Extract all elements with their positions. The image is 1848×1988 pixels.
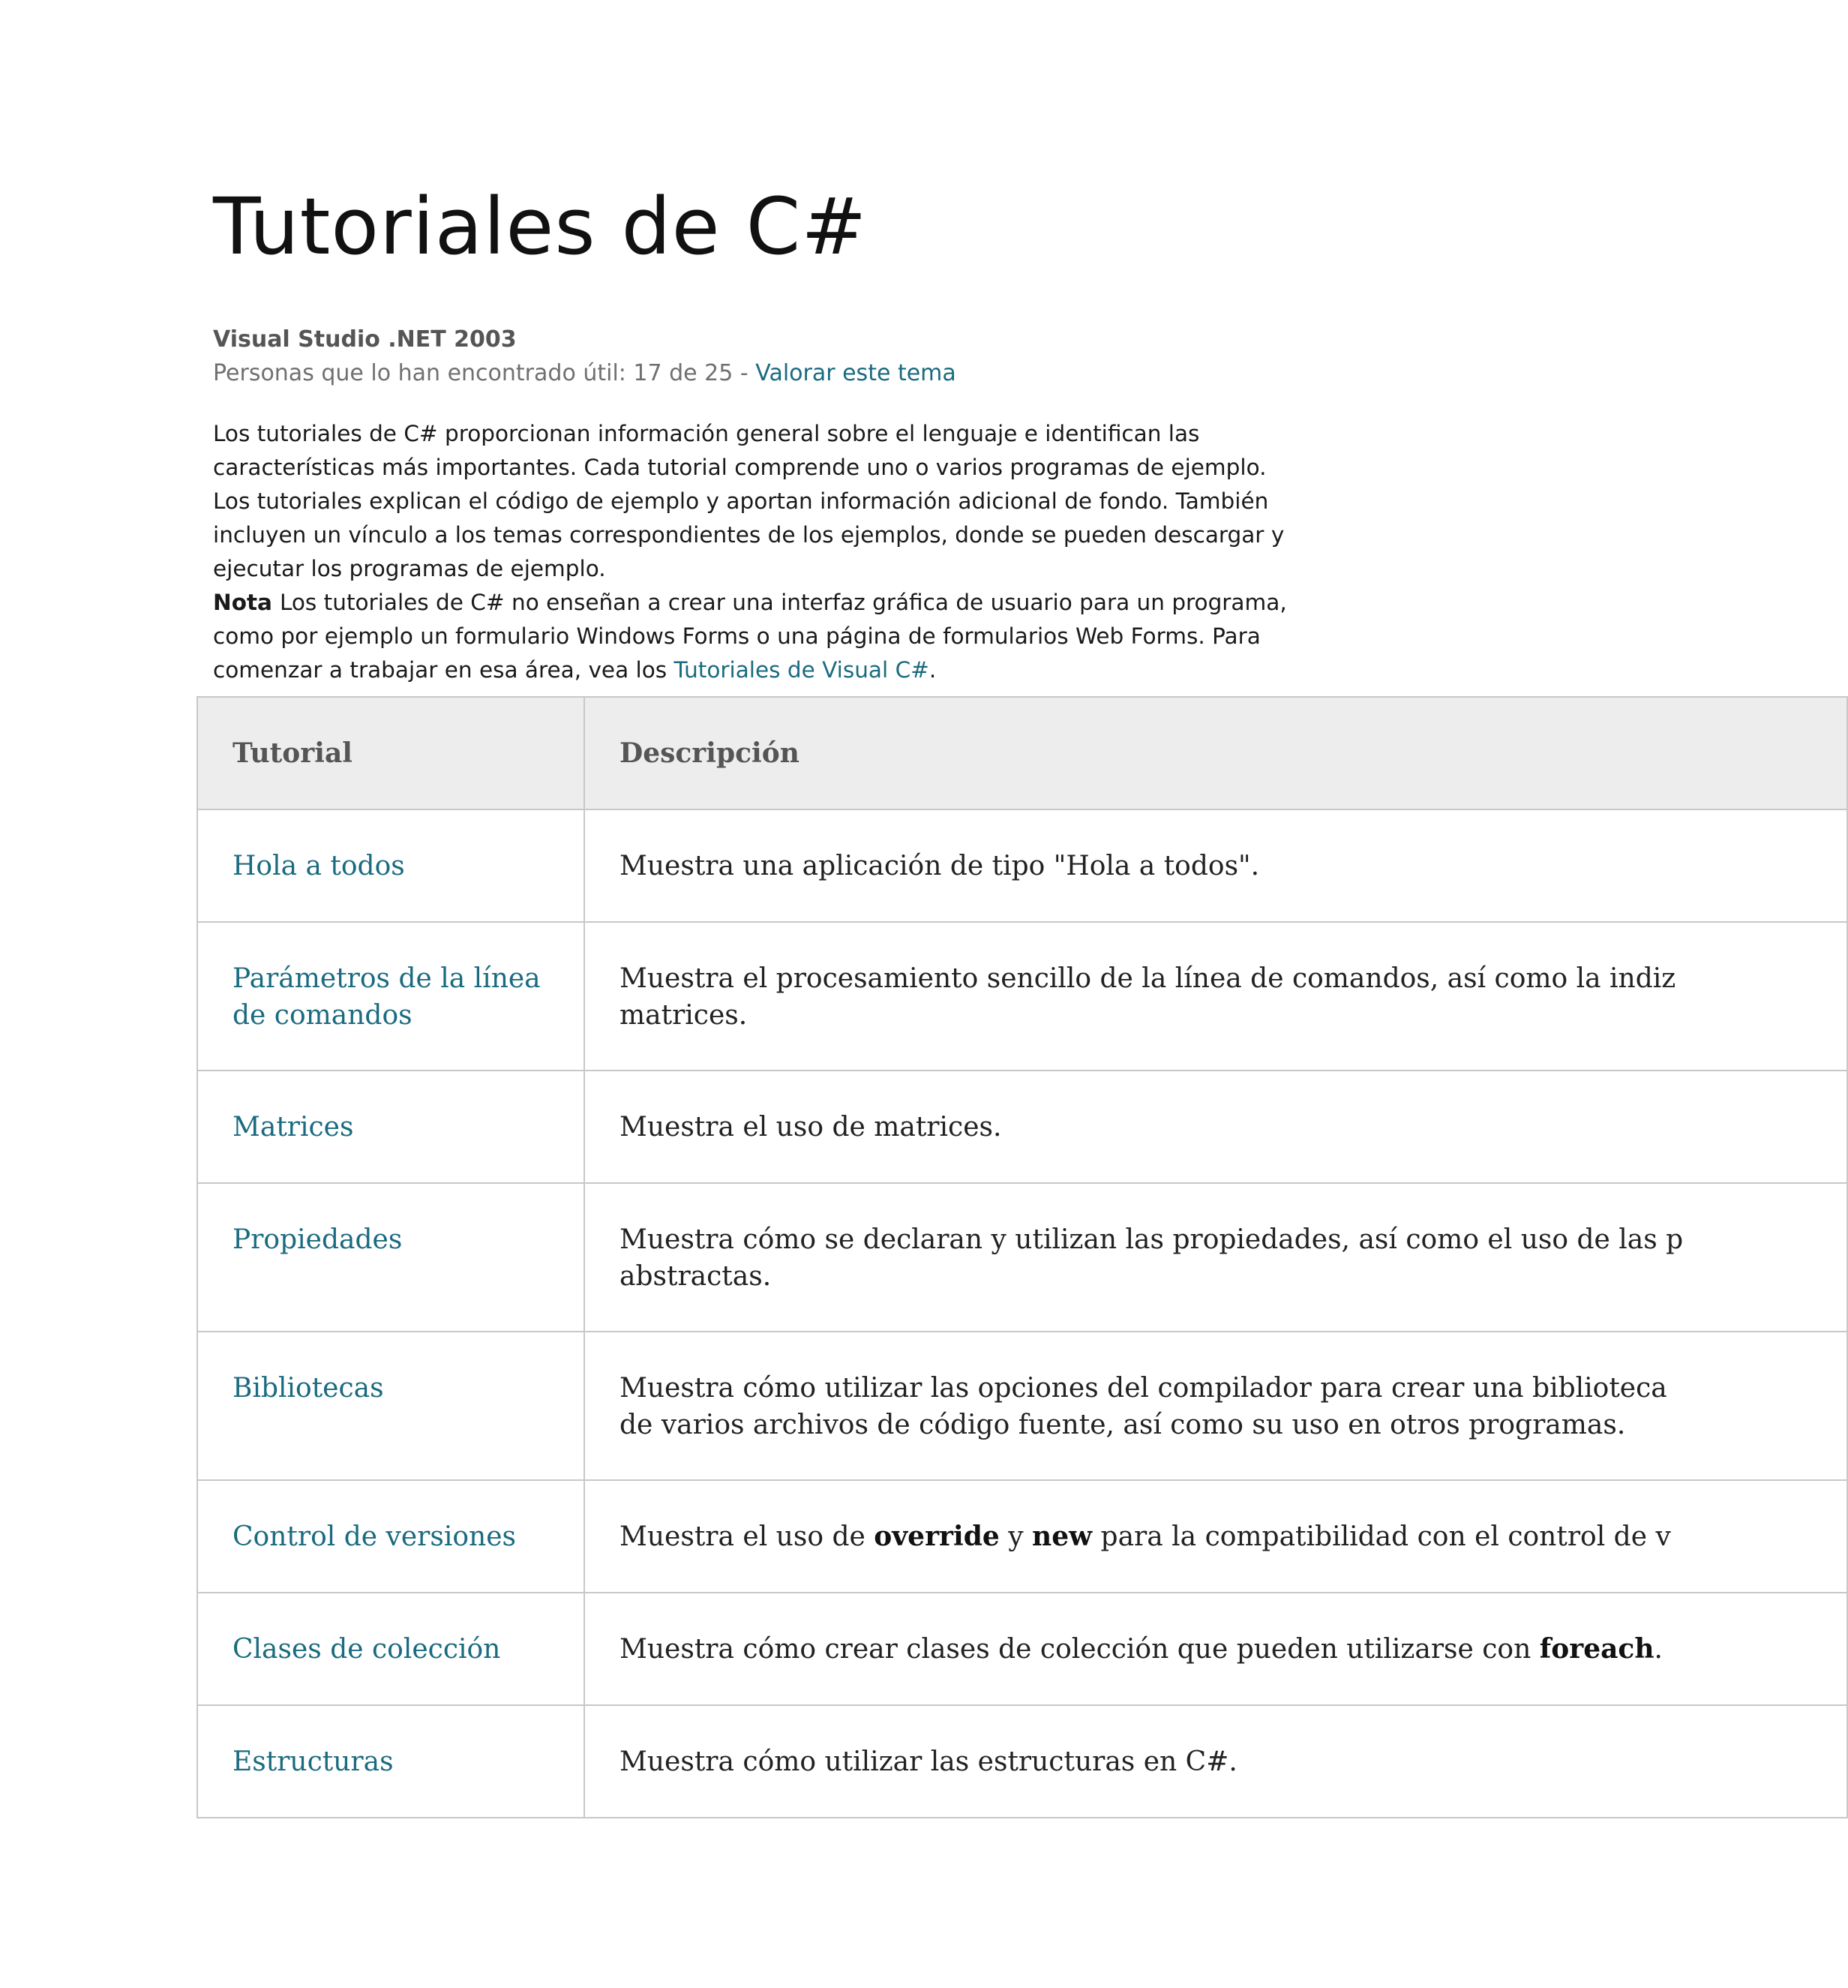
description-cell [584, 1332, 1847, 1480]
tutorial-link-matrices[interactable]: Matrices [197, 1071, 584, 1183]
description-cell [584, 922, 1847, 1071]
rating-text: Personas que lo han encontrado útil: 17 de 25 - [213, 360, 756, 386]
tutorial-link-control-versiones[interactable]: Control de versiones [197, 1480, 584, 1593]
description-text: y [999, 1521, 1033, 1552]
description-line: Muestra el procesamiento sencillo de la línea de comandos, así como la indiz [620, 963, 1676, 994]
description-cell [584, 1705, 1847, 1818]
note-text: Los tutoriales de C# no enseñan a crear una interfaz gráfica de usuario para un programa, como por ejemplo un formulario Windows Forms o una página de formularios Web Forms. Para comenzar a trabajar en esa área, vea los [213, 590, 1287, 683]
description-line: Muestra cómo utilizar las estructuras en C#. [620, 1746, 1238, 1777]
note-paragraph [213, 586, 1308, 687]
tutorial-link-bibliotecas[interactable]: Bibliotecas [197, 1332, 584, 1480]
tutorial-link-clases-coleccion[interactable]: Clases de colección [197, 1593, 584, 1705]
description-cell [584, 1183, 1847, 1332]
header-tutorial: Tutorial [197, 697, 584, 809]
description-line: Muestra una aplicación de tipo "Hola a todos". [620, 851, 1260, 881]
description-line: Muestra cómo utilizar las opciones del compilador para crear una biblioteca [620, 1373, 1667, 1404]
description-cell [584, 1480, 1847, 1593]
rating-line [213, 360, 956, 386]
product-version: Visual Studio .NET 2003 [213, 326, 517, 353]
tutorial-link-estructuras[interactable]: Estructuras [197, 1705, 584, 1818]
tutorial-link-propiedades[interactable]: Propiedades [197, 1183, 584, 1332]
table-row [197, 1183, 1847, 1332]
table-row [197, 1071, 1847, 1183]
table-row [197, 1332, 1847, 1480]
description-cell [584, 1071, 1847, 1183]
table-row [197, 1593, 1847, 1705]
description-text: . [1654, 1634, 1663, 1665]
description-line: Muestra cómo se declaran y utilizan las propiedades, así como el uso de las p [620, 1224, 1684, 1255]
description-line: de varios archivos de código fuente, así como su uso en otros programas. [620, 1410, 1626, 1440]
table-header-row [197, 697, 1847, 809]
description-line: abstractas. [620, 1261, 772, 1292]
intro-paragraph: Los tutoriales de C# proporcionan información general sobre el lenguaje e identifican las características más importantes. Cada tutorial comprende uno o varios programas de ejemplo. Los tutoriales explican el código de ejemplo y aportan información adicional de fondo. También incluyen un vínculo a los temas correspondientes de los ejemplos, donde se pueden descargar y ejecutar los programas de ejemplo. [213, 421, 1285, 581]
description-cell [584, 1593, 1847, 1705]
table-row [197, 1705, 1847, 1818]
keyword-new: new [1032, 1521, 1093, 1552]
table-row [197, 922, 1847, 1071]
note-end: . [928, 657, 937, 683]
description-line [620, 1518, 1812, 1555]
description-text: para la compatibilidad con el control de v [1092, 1521, 1671, 1552]
keyword-override: override [874, 1521, 1000, 1552]
tutorials-table [196, 696, 1848, 1818]
keyword-foreach: foreach [1539, 1633, 1654, 1665]
page-title: Tutoriales de C# [213, 181, 868, 272]
description-text: Muestra cómo crear clases de colección que pueden utilizarse con [620, 1634, 1540, 1665]
visual-csharp-tutorials-link[interactable]: Tutoriales de Visual C# [674, 657, 929, 683]
tutorial-link-hola[interactable]: Hola a todos [197, 809, 584, 922]
table-row [197, 809, 1847, 922]
tutorials-table-container [196, 696, 1684, 1810]
description-cell [584, 809, 1847, 922]
description-text: Muestra el uso de [620, 1521, 874, 1552]
header-description: Descripción [584, 697, 1847, 809]
intro-section [213, 417, 1308, 687]
description-line: Muestra el uso de matrices. [620, 1112, 1002, 1143]
rate-topic-link[interactable]: Valorar este tema [755, 360, 956, 386]
description-line: matrices. [620, 1000, 748, 1031]
tutorial-link-parametros[interactable]: Parámetros de la línea de comandos [197, 922, 584, 1071]
table-row [197, 1480, 1847, 1593]
note-label: Nota [213, 590, 272, 615]
description-line [620, 1631, 1812, 1668]
